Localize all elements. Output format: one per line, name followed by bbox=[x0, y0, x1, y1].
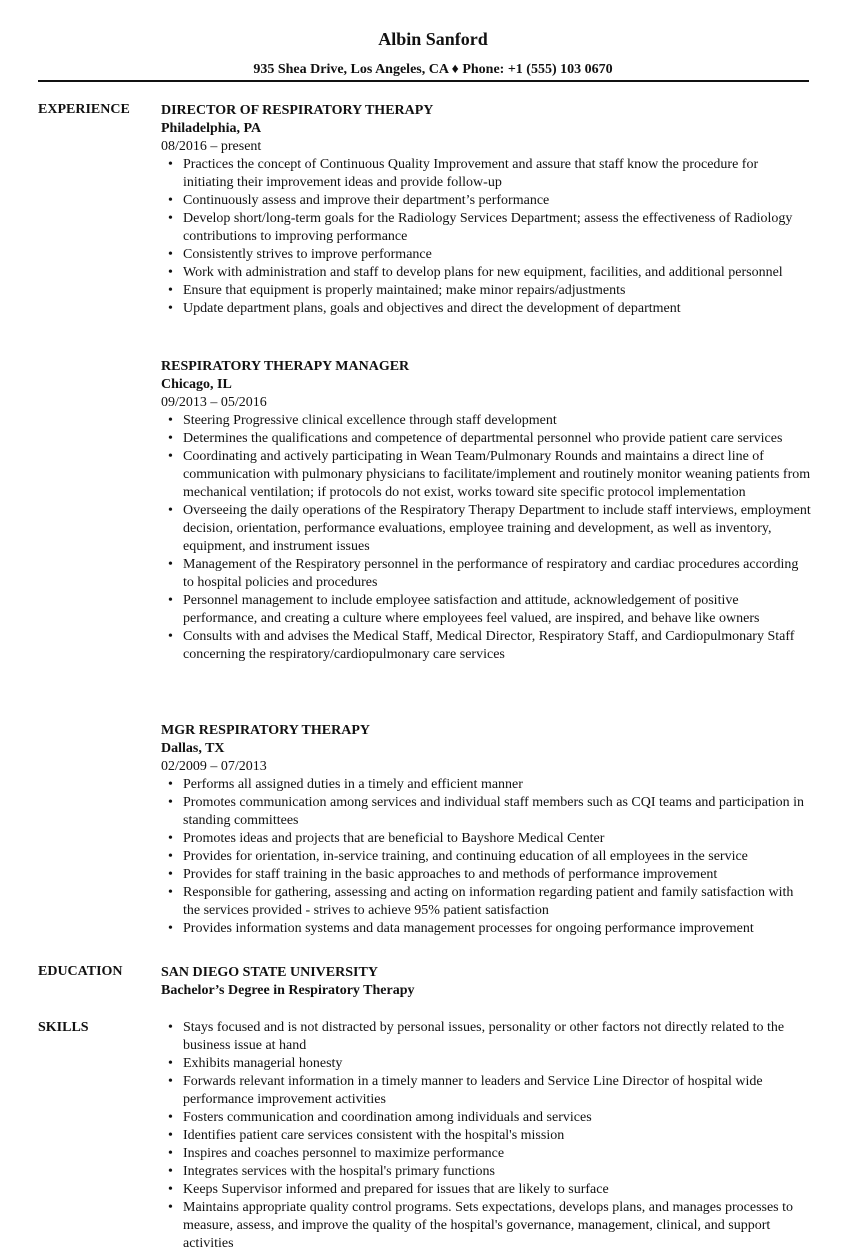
bullet-item: • Determines the qualifications and competence of departmental personnel who provide patient care services bbox=[161, 430, 811, 448]
bullet-item: • Update department plans, goals and objectives and direct the development of department bbox=[161, 300, 811, 318]
education-degree: Bachelor’s Degree in Respiratory Therapy bbox=[161, 983, 415, 998]
bullet-item: • Ensure that equipment is properly maintained; make minor repairs/adjustments bbox=[161, 282, 811, 300]
job-bullets bbox=[161, 412, 811, 664]
bullet-item: • Responsible for gathering, assessing and acting on information regarding patient and family satisfaction with the services provided - strives to achieve 95% patient satisfaction bbox=[161, 884, 811, 920]
job-location: Dallas, TX bbox=[161, 741, 225, 756]
skill-item: • Exhibits managerial honesty bbox=[161, 1055, 811, 1073]
resume-contact: 935 Shea Drive, Los Angeles, CA ♦ Phone: +1 (555) 103 0670 bbox=[253, 62, 613, 77]
bullet-item: • Consistently strives to improve performance bbox=[161, 246, 811, 264]
skill-item: • Stays focused and is not distracted by personal issues, personality or other factors not directly related to the business issue at hand bbox=[161, 1019, 811, 1055]
education-section-label: EDUCATION bbox=[38, 964, 123, 979]
bullet-item: • Personnel management to include employee satisfaction and attitude, acknowledgement of positive performance, and creating a culture where employees feel valued, are inspired, and behave like owners bbox=[161, 592, 811, 628]
bullet-item: • Provides for staff training in the basic approaches to and methods of performance improvement bbox=[161, 866, 811, 884]
bullet-item: • Performs all assigned duties in a timely and efficient manner bbox=[161, 776, 811, 794]
job-bullets bbox=[161, 156, 811, 318]
bullet-item: • Continuously assess and improve their department’s performance bbox=[161, 192, 811, 210]
job-dates: 09/2013 – 05/2016 bbox=[161, 395, 267, 410]
job-1 bbox=[161, 102, 811, 318]
skill-item: • Inspires and coaches personnel to maximize performance bbox=[161, 1145, 811, 1163]
bullet-item: • Steering Progressive clinical excellence through staff development bbox=[161, 412, 811, 430]
job-2 bbox=[161, 358, 811, 664]
job-dates: 08/2016 – present bbox=[161, 139, 262, 154]
job-title: MGR RESPIRATORY THERAPY bbox=[161, 723, 371, 738]
skill-item: • Identifies patient care services consistent with the hospital's mission bbox=[161, 1127, 811, 1145]
bullet-item: • Management of the Respiratory personnel in the performance of respiratory and cardiac procedures according to hospital policies and procedures bbox=[161, 556, 811, 592]
job-title: RESPIRATORY THERAPY MANAGER bbox=[161, 359, 410, 374]
job-3 bbox=[161, 722, 811, 938]
job-title: DIRECTOR OF RESPIRATORY THERAPY bbox=[161, 103, 434, 118]
experience-section-label: EXPERIENCE bbox=[38, 102, 130, 117]
bullet-item: • Provides information systems and data management processes for ongoing performance improvement bbox=[161, 920, 811, 938]
job-dates: 02/2009 – 07/2013 bbox=[161, 759, 267, 774]
job-bullets bbox=[161, 776, 811, 938]
skill-item: • Fosters communication and coordination among individuals and services bbox=[161, 1109, 811, 1127]
bullet-item: • Overseeing the daily operations of the Respiratory Therapy Department to include staff interviews, employment decision, orientation, performance evaluations, employee training and development, as well as inventory, equipment, and instrument issues bbox=[161, 502, 811, 556]
bullet-item: • Develop short/long-term goals for the Radiology Services Department; assess the effectiveness of Radiology contributions to improving performance bbox=[161, 210, 811, 246]
skills-list bbox=[161, 1019, 811, 1253]
bullet-item: • Consults with and advises the Medical Staff, Medical Director, Respiratory Staff, and Cardiopulmonary Staff concerning the respiratory/cardiopulmonary care services bbox=[161, 628, 811, 664]
skill-item: • Forwards relevant information in a timely manner to leaders and Service Line Director of hospital wide performance improvement activities bbox=[161, 1073, 811, 1109]
bullet-item: • Promotes communication among services and individual staff members such as CQI teams and participation in standing committees bbox=[161, 794, 811, 830]
skill-item: • Keeps Supervisor informed and prepared for issues that are likely to surface bbox=[161, 1181, 811, 1199]
bullet-item: • Promotes ideas and projects that are beneficial to Bayshore Medical Center bbox=[161, 830, 811, 848]
bullet-item: • Practices the concept of Continuous Quality Improvement and assure that staff know the procedure for initiating their improvement ideas and provide follow-up bbox=[161, 156, 811, 192]
skill-item: • Integrates services with the hospital's primary functions bbox=[161, 1163, 811, 1181]
job-location: Philadelphia, PA bbox=[161, 121, 262, 136]
education-school: SAN DIEGO STATE UNIVERSITY bbox=[161, 965, 378, 980]
job-location: Chicago, IL bbox=[161, 377, 232, 392]
skills-list-container bbox=[161, 1019, 811, 1253]
skill-item: • Maintains appropriate quality control programs. Sets expectations, develops plans, and manages processes to measure, assess, and improve the quality of the hospital's governance, management, clinical, and support activities bbox=[161, 1199, 811, 1253]
header-rule bbox=[38, 80, 809, 82]
resume-name: Albin Sanford bbox=[378, 29, 488, 49]
skills-section-label: SKILLS bbox=[38, 1020, 89, 1035]
bullet-item: • Provides for orientation, in-service training, and continuing education of all employees in the service bbox=[161, 848, 811, 866]
bullet-item: • Coordinating and actively participating in Wean Team/Pulmonary Rounds and maintains a direct line of communication with pulmonary physicians to facilitate/implement and routinely monitor weaning patients from mechanical ventilation; if protocols do not exist, works toward site specific protocol implementation bbox=[161, 448, 811, 502]
bullet-item: • Work with administration and staff to develop plans for new equipment, facilities, and additional personnel bbox=[161, 264, 811, 282]
education-entry bbox=[161, 964, 811, 1000]
